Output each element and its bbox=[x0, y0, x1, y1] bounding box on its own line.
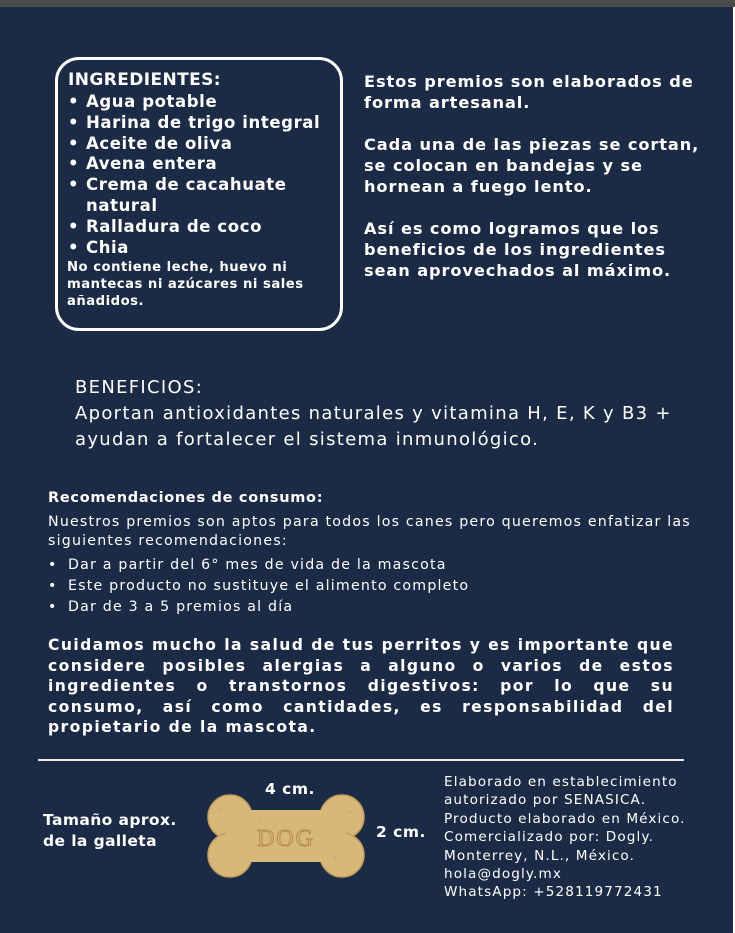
allergy-warning: Cuidamos mucho la salud de tus perritos y es importante que considere posibles alergias a alguno o varios de estos ingredientes o transtornos digestivos: por lo que su consumo, así como cantidades, es responsabilidad del propietario de la mascota. bbox=[48, 636, 674, 736]
company-email: hola@dogly.mx bbox=[444, 866, 562, 883]
size-label-line: Tamaño aprox. bbox=[43, 811, 177, 829]
dog-bone-cookie-icon bbox=[200, 790, 372, 882]
cookie-size-label bbox=[43, 810, 213, 852]
ingredient-item: • Agua potable bbox=[68, 92, 356, 113]
ingredient-item: • Avena entera bbox=[68, 154, 356, 175]
cookie-height: 2 cm. bbox=[376, 823, 426, 841]
company-whatsapp: WhatsApp: +528119772431 bbox=[444, 884, 663, 901]
size-label-line: de la galleta bbox=[43, 832, 157, 850]
divider bbox=[38, 759, 684, 761]
top-border bbox=[0, 0, 735, 7]
ingredient-item: • Crema de cacahuate natural bbox=[68, 175, 356, 217]
benefits-title: BENEFICIOS: bbox=[75, 377, 204, 398]
benefits-section bbox=[75, 375, 695, 453]
recommendations-title: Recomendaciones de consumo: bbox=[48, 490, 324, 506]
company-line: Monterrey, N.L., México. bbox=[444, 847, 636, 864]
intro-paragraph: Así es como logramos que los beneficios de los ingredientes sean aprovechados al máximo. bbox=[364, 219, 672, 280]
ingredient-item: • Aceite de oliva bbox=[68, 134, 356, 155]
cookie-embossed-text: DOG bbox=[257, 826, 315, 852]
company-info bbox=[444, 773, 724, 902]
ingredient-item: • Harina de trigo integral bbox=[68, 113, 356, 134]
recommendation-item: • Dar a partir del 6° mes de vida de la mascota bbox=[48, 555, 469, 576]
recommendation-item: • Este producto no sustituye el alimento completo bbox=[48, 576, 469, 597]
ingredient-item: • Ralladura de coco bbox=[68, 217, 356, 238]
recommendations-list bbox=[48, 555, 469, 617]
intro-paragraph: Estos premios son elaborados de forma artesanal. bbox=[364, 72, 694, 112]
benefits-text: Aportan antioxidantes naturales y vitamina H, E, K y B3 + ayudan a fortalecer el sistema inmunológico. bbox=[75, 403, 672, 450]
ingredients-note: No contiene leche, huevo ni mantecas ni azúcares ni sales añadidos. bbox=[67, 260, 304, 309]
intro-text bbox=[364, 71, 704, 302]
ingredients-list bbox=[68, 92, 356, 258]
company-line: Elaborado en establecimiento bbox=[444, 774, 678, 790]
intro-paragraph: Cada una de las piezas se cortan, se colocan en bandejas y se hornean a fuego lento. bbox=[364, 135, 700, 196]
company-line: autorizado por SENASICA. bbox=[444, 792, 647, 809]
recommendation-item: • Dar de 3 a 5 premios al día bbox=[48, 597, 469, 618]
ingredient-item: • Chia bbox=[68, 238, 356, 259]
company-line: Comercializado por: Dogly. bbox=[444, 829, 654, 846]
cookie-width: 4 cm. bbox=[265, 780, 315, 798]
company-line: Producto elaborado en México. bbox=[444, 810, 686, 827]
recommendations-intro: Nuestros premios son aptos para todos los canes pero queremos enfatizar las siguientes recomendaciones: bbox=[48, 514, 691, 549]
ingredients-title: INGREDIENTES: bbox=[68, 70, 221, 90]
